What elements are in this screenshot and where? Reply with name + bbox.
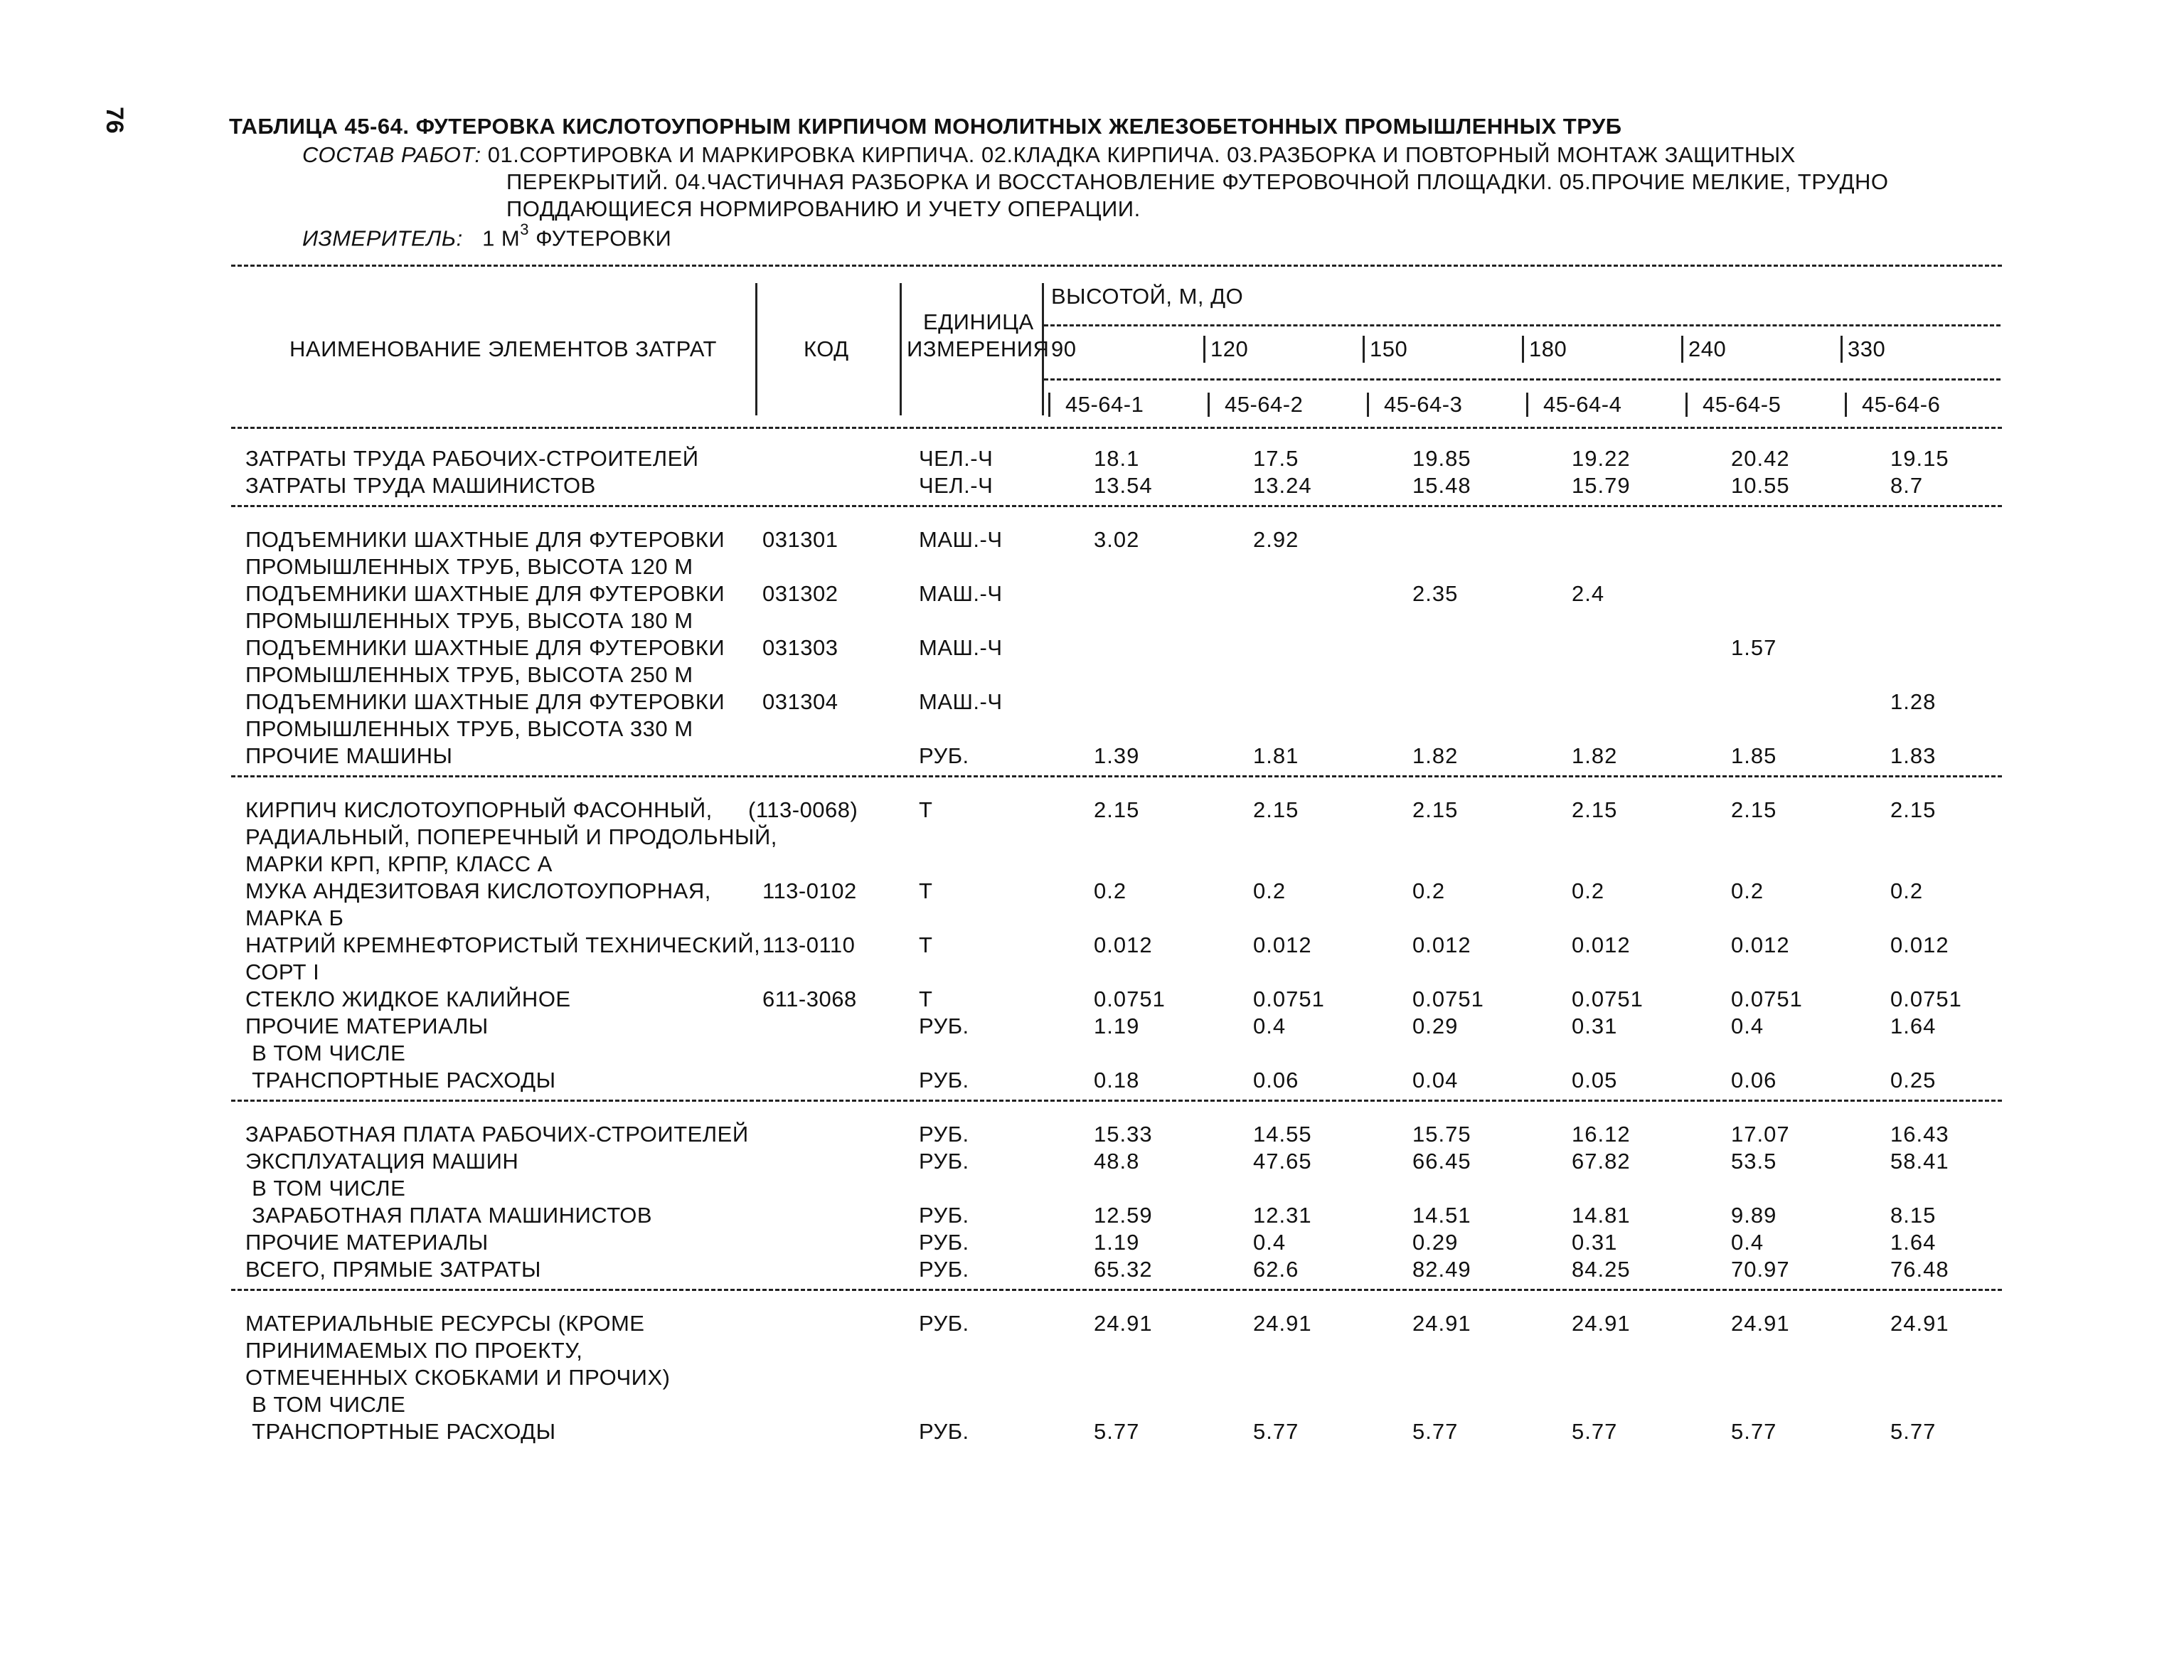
- row-value: 0.012: [1731, 932, 1790, 957]
- row-value: 24.91: [1412, 1311, 1471, 1336]
- height-value: 180: [1529, 336, 1567, 361]
- row-value: 15.75: [1412, 1122, 1471, 1147]
- code-col-divider: [1208, 393, 1210, 417]
- composition-text-1: 01.СОРТИРОВКА И МАРКИРОВКА КИРПИЧА. 02.КЛАДКА КИРПИЧА. 03.РАЗБОРКА И ПОВТОРНЫЙ МОНТАЖ ЗАЩИТНЫХ: [487, 142, 1796, 167]
- header-name-col: НАИМЕНОВАНИЕ ЭЛЕМЕНТОВ ЗАТРАТ: [289, 336, 717, 361]
- row-value: 0.012: [1094, 932, 1153, 957]
- row-value: 16.12: [1572, 1122, 1631, 1147]
- row-name: ПРОМЫШЛЕННЫХ ТРУБ, ВЫСОТА 250 М: [245, 662, 693, 687]
- row-value: 0.06: [1731, 1068, 1777, 1092]
- page-number: 76: [101, 107, 128, 134]
- meter-value-post: ФУТЕРОВКИ: [536, 225, 672, 251]
- row-value: 0.05: [1572, 1068, 1618, 1092]
- header-code-rule: [1044, 378, 2001, 381]
- row-value: 24.91: [1253, 1311, 1312, 1336]
- row-value: 0.2: [1253, 878, 1287, 903]
- row-name: В ТОМ ЧИСЛЕ: [245, 1041, 406, 1065]
- row-value: 14.51: [1412, 1203, 1471, 1228]
- row-name: ВСЕГО, ПРЯМЫЕ ЗАТРАТЫ: [245, 1257, 541, 1282]
- row-unit: ЧЕЛ.-Ч: [919, 446, 994, 471]
- code-col-divider: [1367, 393, 1369, 417]
- column-code: 45-64-4: [1543, 392, 1622, 417]
- row-value: 62.6: [1253, 1257, 1299, 1282]
- row-value: 0.0751: [1094, 987, 1166, 1011]
- height-value: 240: [1688, 336, 1727, 361]
- row-value: 2.15: [1890, 797, 1937, 822]
- row-value: 1.64: [1890, 1230, 1937, 1255]
- row-value: 2.15: [1572, 797, 1618, 822]
- table-title: ТАБЛИЦА 45-64. ФУТЕРОВКА КИСЛОТОУПОРНЫМ КИРПИЧОМ МОНОЛИТНЫХ ЖЕЛЕЗОБЕТОННЫХ ПРОМЫШЛЕННЫХ ТРУБ: [229, 114, 1622, 139]
- header-bottom-rule: [231, 427, 2002, 429]
- row-unit: РУБ.: [919, 1257, 969, 1282]
- row-name: В ТОМ ЧИСЛЕ: [245, 1176, 406, 1201]
- row-value: 1.83: [1890, 743, 1937, 768]
- row-value: 76.48: [1890, 1257, 1949, 1282]
- row-name: НАТРИЙ КРЕМНЕФТОРИСТЫЙ ТЕХНИЧЕСКИЙ,: [245, 932, 761, 957]
- header-divider-2: [900, 283, 902, 415]
- row-value: 5.77: [1890, 1419, 1937, 1444]
- row-name: МАРКИ КРП, КРПР, КЛАСС А: [245, 851, 553, 876]
- row-name: МАТЕРИАЛЬНЫЕ РЕСУРСЫ (КРОМЕ: [245, 1311, 645, 1336]
- row-value: 1.57: [1731, 635, 1777, 660]
- row-value: 58.41: [1890, 1149, 1949, 1174]
- row-value: 1.82: [1572, 743, 1618, 768]
- height-col-divider: [1522, 336, 1524, 363]
- row-value: 8.15: [1890, 1203, 1937, 1228]
- row-name: ПРИНИМАЕМЫХ ПО ПРОЕКТУ,: [245, 1338, 583, 1363]
- row-value: 2.15: [1253, 797, 1299, 822]
- row-value: 0.012: [1253, 932, 1312, 957]
- row-value: 2.35: [1412, 581, 1459, 606]
- code-col-divider: [1685, 393, 1688, 417]
- row-name: МУКА АНДЕЗИТОВАЯ КИСЛОТОУПОРНАЯ,: [245, 878, 711, 903]
- row-value: 0.31: [1572, 1230, 1618, 1255]
- row-value: 0.4: [1253, 1230, 1287, 1255]
- row-value: 66.45: [1412, 1149, 1471, 1174]
- row-value: 13.54: [1094, 473, 1153, 498]
- height-value: 150: [1370, 336, 1408, 361]
- row-value: 0.29: [1412, 1230, 1459, 1255]
- height-col-divider: [1363, 336, 1365, 363]
- row-name: ПРОМЫШЛЕННЫХ ТРУБ, ВЫСОТА 180 М: [245, 608, 693, 633]
- row-value: 2.15: [1094, 797, 1140, 822]
- row-code: 611-3068: [762, 987, 857, 1011]
- row-value: 0.0751: [1890, 987, 1962, 1011]
- row-value: 10.55: [1731, 473, 1790, 498]
- row-value: 24.91: [1572, 1311, 1631, 1336]
- row-name: ПРОЧИЕ МАТЕРИАЛЫ: [245, 1014, 489, 1038]
- section-rule: [231, 1100, 2002, 1102]
- row-value: 48.8: [1094, 1149, 1140, 1174]
- header-unit-col-1: ЕДИНИЦА: [923, 309, 1034, 334]
- header-top-rule: [231, 265, 2002, 267]
- row-value: 2.15: [1412, 797, 1459, 822]
- row-unit: МАШ.-Ч: [919, 527, 1003, 552]
- height-value: 330: [1848, 336, 1886, 361]
- row-value: 17.07: [1731, 1122, 1790, 1147]
- row-value: 70.97: [1731, 1257, 1790, 1282]
- section-rule: [231, 1289, 2002, 1291]
- column-code: 45-64-3: [1384, 392, 1463, 417]
- header-code-col: КОД: [804, 336, 849, 361]
- height-col-divider: [1681, 336, 1683, 363]
- height-value: 120: [1210, 336, 1249, 361]
- meter-label: ИЗМЕРИТЕЛЬ:: [302, 225, 463, 251]
- header-height-label: ВЫСОТОЙ, М, ДО: [1051, 284, 1244, 309]
- row-value: 0.2: [1412, 878, 1446, 903]
- row-value: 3.02: [1094, 527, 1140, 552]
- row-code: 031303: [762, 635, 838, 660]
- row-value: 0.0751: [1412, 987, 1484, 1011]
- row-value: 0.2: [1572, 878, 1605, 903]
- row-value: 47.65: [1253, 1149, 1312, 1174]
- row-value: 0.4: [1731, 1014, 1764, 1038]
- row-value: 84.25: [1572, 1257, 1631, 1282]
- row-value: 17.5: [1253, 446, 1299, 471]
- row-code: 031301: [762, 527, 838, 552]
- row-value: 2.4: [1572, 581, 1605, 606]
- row-value: 14.81: [1572, 1203, 1631, 1228]
- row-value: 8.7: [1890, 473, 1924, 498]
- row-value: 1.39: [1094, 743, 1140, 768]
- row-value: 20.42: [1731, 446, 1790, 471]
- row-value: 2.92: [1253, 527, 1299, 552]
- row-value: 19.15: [1890, 446, 1949, 471]
- row-value: 15.33: [1094, 1122, 1153, 1147]
- row-value: 5.77: [1731, 1419, 1777, 1444]
- row-value: 2.15: [1731, 797, 1777, 822]
- row-unit: Т: [919, 797, 933, 822]
- meter-line: [302, 220, 672, 251]
- row-value: 19.85: [1412, 446, 1471, 471]
- row-value: 5.77: [1253, 1419, 1299, 1444]
- row-value: 18.1: [1094, 446, 1140, 471]
- row-value: 1.81: [1253, 743, 1299, 768]
- row-value: 0.012: [1890, 932, 1949, 957]
- row-value: 0.04: [1412, 1068, 1459, 1092]
- row-code: 113-0102: [762, 878, 857, 903]
- row-unit: РУБ.: [919, 1149, 969, 1174]
- height-value: 90: [1051, 336, 1077, 361]
- row-name: ЭКСПЛУАТАЦИЯ МАШИН: [245, 1149, 519, 1174]
- row-value: 0.06: [1253, 1068, 1299, 1092]
- row-name: СТЕКЛО ЖИДКОЕ КАЛИЙНОЕ: [245, 987, 571, 1011]
- row-value: 0.29: [1412, 1014, 1459, 1038]
- row-value: 15.79: [1572, 473, 1631, 498]
- row-unit: Т: [919, 932, 933, 957]
- row-unit: ЧЕЛ.-Ч: [919, 473, 994, 498]
- header-height-rule: [1044, 324, 2001, 326]
- row-unit: РУБ.: [919, 1419, 969, 1444]
- row-value: 12.31: [1253, 1203, 1312, 1228]
- row-name: ПРОМЫШЛЕННЫХ ТРУБ, ВЫСОТА 330 М: [245, 716, 693, 741]
- row-value: 0.0751: [1253, 987, 1325, 1011]
- row-value: 13.24: [1253, 473, 1312, 498]
- composition-label: СОСТАВ РАБОТ:: [302, 142, 481, 167]
- row-name: ТРАНСПОРТНЫЕ РАСХОДЫ: [245, 1068, 556, 1092]
- row-value: 5.77: [1094, 1419, 1140, 1444]
- header-divider-1: [755, 283, 757, 415]
- row-value: 24.91: [1094, 1311, 1153, 1336]
- row-value: 1.85: [1731, 743, 1777, 768]
- row-unit: МАШ.-Ч: [919, 581, 1003, 606]
- row-name: МАРКА Б: [245, 905, 344, 930]
- row-value: 67.82: [1572, 1149, 1631, 1174]
- composition-line-2: ПЕРЕКРЫТИЙ. 04.ЧАСТИЧНАЯ РАЗБОРКА И ВОССТАНОВЛЕНИЕ ФУТЕРОВОЧНОЙ ПЛОЩАДКИ. 05.ПРОЧИЕ МЕЛКИЕ, ТРУДНО: [506, 169, 1889, 194]
- row-name: ОТМЕЧЕННЫХ СКОБКАМИ И ПРОЧИХ): [245, 1365, 671, 1390]
- row-code: 031302: [762, 581, 838, 606]
- section-rule: [231, 505, 2002, 507]
- row-name: ЗАРАБОТНАЯ ПЛАТА РАБОЧИХ-СТРОИТЕЛЕЙ: [245, 1122, 749, 1147]
- row-value: 0.0751: [1731, 987, 1803, 1011]
- meter-value: 1 М: [482, 225, 521, 251]
- row-name: РАДИАЛЬНЫЙ, ПОПЕРЕЧНЫЙ И ПРОДОЛЬНЫЙ,: [245, 824, 777, 849]
- row-value: 0.4: [1731, 1230, 1764, 1255]
- row-value: 0.31: [1572, 1014, 1618, 1038]
- row-unit: МАШ.-Ч: [919, 635, 1003, 660]
- column-code: 45-64-2: [1225, 392, 1304, 417]
- code-col-divider: [1845, 393, 1847, 417]
- column-code: 45-64-1: [1065, 392, 1144, 417]
- row-value: 24.91: [1890, 1311, 1949, 1336]
- row-value: 0.18: [1094, 1068, 1140, 1092]
- row-value: 5.77: [1572, 1419, 1618, 1444]
- row-name: ЗАТРАТЫ ТРУДА РАБОЧИХ-СТРОИТЕЛЕЙ: [245, 446, 699, 471]
- height-col-divider: [1203, 336, 1205, 363]
- row-value: 1.82: [1412, 743, 1459, 768]
- row-unit: РУБ.: [919, 1014, 969, 1038]
- column-code: 45-64-6: [1862, 392, 1941, 417]
- row-value: 0.0751: [1572, 987, 1644, 1011]
- row-value: 0.4: [1253, 1014, 1287, 1038]
- row-unit: РУБ.: [919, 1122, 969, 1147]
- row-value: 0.2: [1731, 878, 1764, 903]
- row-name: ПРОМЫШЛЕННЫХ ТРУБ, ВЫСОТА 120 М: [245, 554, 693, 579]
- row-value: 65.32: [1094, 1257, 1153, 1282]
- row-value: 5.77: [1412, 1419, 1459, 1444]
- row-name: ПРОЧИЕ МАШИНЫ: [245, 743, 453, 768]
- row-value: 24.91: [1731, 1311, 1790, 1336]
- row-code: (113-0068): [748, 797, 858, 822]
- row-value: 82.49: [1412, 1257, 1471, 1282]
- row-unit: РУБ.: [919, 1230, 969, 1255]
- row-name: ЗАТРАТЫ ТРУДА МАШИНИСТОВ: [245, 473, 596, 498]
- row-name: ПОДЪЕМНИКИ ШАХТНЫЕ ДЛЯ ФУТЕРОВКИ: [245, 581, 725, 606]
- row-unit: РУБ.: [919, 1068, 969, 1092]
- row-code: 113-0110: [762, 932, 856, 957]
- row-value: 1.28: [1890, 689, 1937, 714]
- row-value: 19.22: [1572, 446, 1631, 471]
- composition-line-3: ПОДДАЮЩИЕСЯ НОРМИРОВАНИЮ И УЧЕТУ ОПЕРАЦИИ.: [506, 196, 1141, 221]
- row-value: 1.19: [1094, 1230, 1140, 1255]
- code-col-divider: [1048, 393, 1050, 417]
- row-unit: РУБ.: [919, 743, 969, 768]
- row-name: ПРОЧИЕ МАТЕРИАЛЫ: [245, 1230, 489, 1255]
- row-value: 1.19: [1094, 1014, 1140, 1038]
- row-name: ЗАРАБОТНАЯ ПЛАТА МАШИНИСТОВ: [245, 1203, 653, 1228]
- row-value: 14.55: [1253, 1122, 1312, 1147]
- row-unit: Т: [919, 878, 933, 903]
- row-value: 1.64: [1890, 1014, 1937, 1038]
- row-code: 031304: [762, 689, 838, 714]
- row-value: 53.5: [1731, 1149, 1777, 1174]
- row-name: ТРАНСПОРТНЫЕ РАСХОДЫ: [245, 1419, 556, 1444]
- row-unit: РУБ.: [919, 1203, 969, 1228]
- row-name: ПОДЪЕМНИКИ ШАХТНЫЕ ДЛЯ ФУТЕРОВКИ: [245, 635, 725, 660]
- row-value: 0.2: [1890, 878, 1924, 903]
- row-value: 12.59: [1094, 1203, 1153, 1228]
- row-name: В ТОМ ЧИСЛЕ: [245, 1392, 406, 1417]
- header-unit-col-2: ИЗМЕРЕНИЯ: [907, 336, 1050, 361]
- row-name: СОРТ I: [245, 959, 320, 984]
- composition-line-1: [302, 142, 1796, 168]
- height-col-divider: [1841, 336, 1843, 363]
- row-name: ПОДЪЕМНИКИ ШАХТНЫЕ ДЛЯ ФУТЕРОВКИ: [245, 527, 725, 552]
- row-unit: МАШ.-Ч: [919, 689, 1003, 714]
- code-col-divider: [1526, 393, 1528, 417]
- row-name: ПОДЪЕМНИКИ ШАХТНЫЕ ДЛЯ ФУТЕРОВКИ: [245, 689, 725, 714]
- row-unit: РУБ.: [919, 1311, 969, 1336]
- row-unit: Т: [919, 987, 933, 1011]
- row-value: 0.012: [1412, 932, 1471, 957]
- row-name: КИРПИЧ КИСЛОТОУПОРНЫЙ ФАСОННЫЙ,: [245, 797, 713, 822]
- section-rule: [231, 775, 2002, 777]
- row-value: 0.25: [1890, 1068, 1937, 1092]
- row-value: 0.2: [1094, 878, 1127, 903]
- meter-sup: 3: [520, 220, 529, 238]
- row-value: 15.48: [1412, 473, 1471, 498]
- row-value: 0.012: [1572, 932, 1631, 957]
- column-code: 45-64-5: [1703, 392, 1781, 417]
- row-value: 9.89: [1731, 1203, 1777, 1228]
- row-value: 16.43: [1890, 1122, 1949, 1147]
